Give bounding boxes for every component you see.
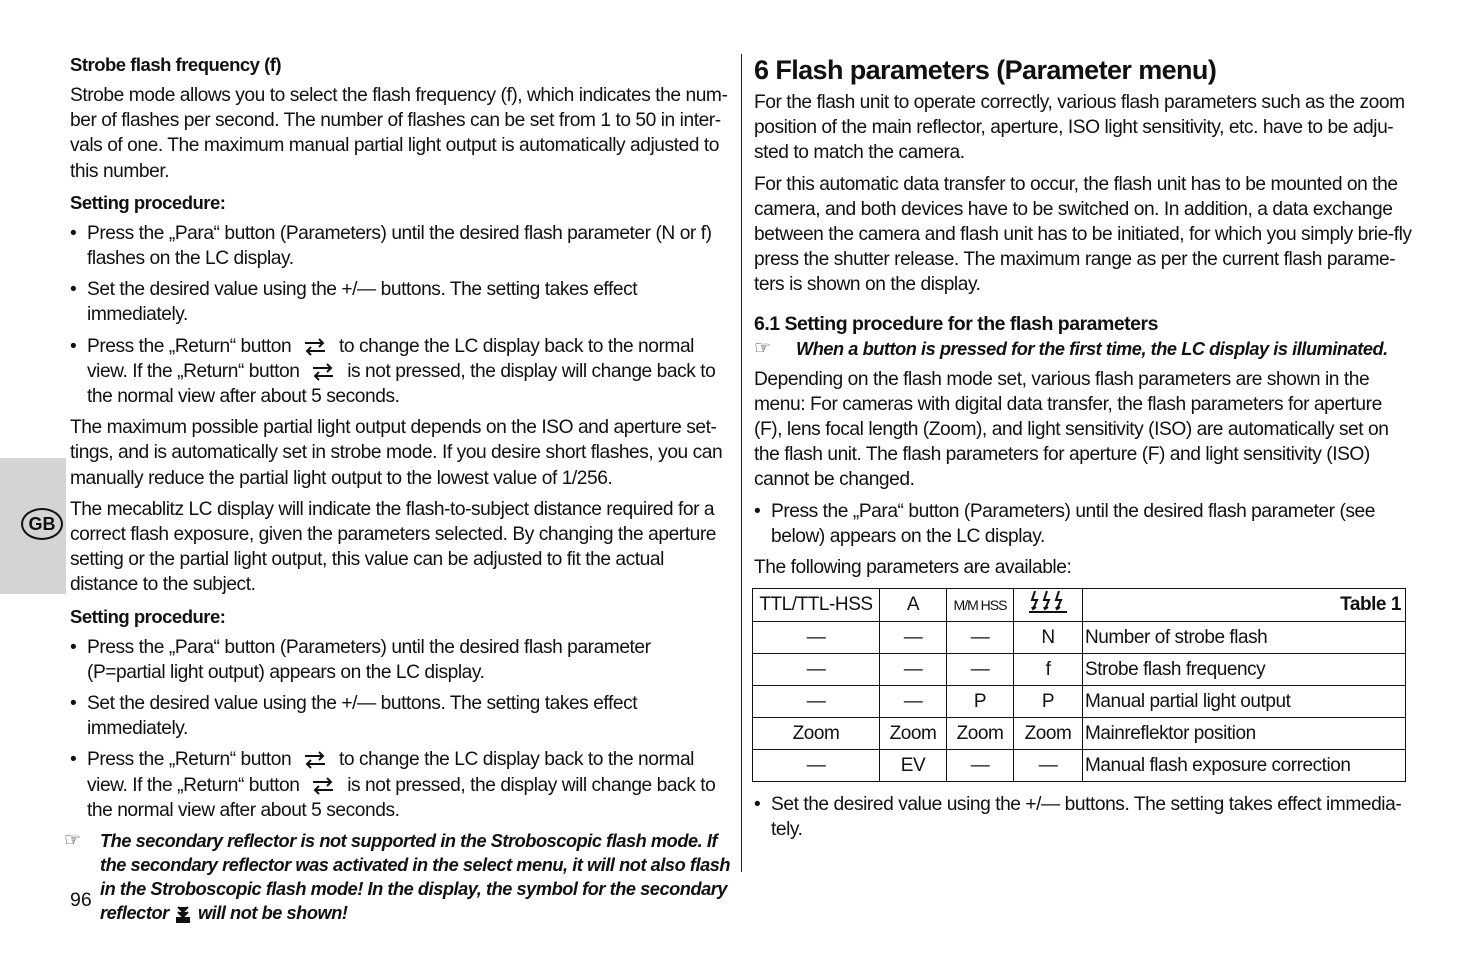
parameter-table — [752, 588, 1406, 782]
return-button-icon — [302, 338, 328, 356]
list-item: • Set the desired value using the +/— buttons. The setting takes effect immedia-tely. — [754, 794, 1402, 841]
table-row: Zoom Zoom Zoom Zoom Mainreflektor position — [753, 718, 1406, 750]
table-row: — — — f Strobe flash frequency — [753, 654, 1406, 686]
language-badge: GB — [21, 508, 63, 540]
list-item: • Press the „Return“ button to change the LC display back to the normal view. If the „Return“ button is not pressed, the display will change back to the normal view after about 5 seconds. — [70, 749, 716, 821]
return-button-icon — [310, 777, 336, 795]
heading-strobe-frequency: Strobe flash frequency (f) — [70, 54, 282, 75]
paragraph: Strobe mode allows you to select the flash frequency (f), which indicates the num-ber of flashes per second. The number of flashes can be set from 1 to 50 in inter-vals of one. The maximum manual partial light output is automatically adjusted to this number. — [70, 85, 728, 182]
list-item: • Press the „Para“ button (Parameters) until the desired flash parameter (see below) appears on the LC display. — [754, 500, 1375, 547]
return-button-icon — [310, 363, 336, 381]
strobe-mode-icon — [1014, 589, 1083, 622]
list-item: • Set the desired value using the +/— buttons. The setting takes effect immediately. — [70, 279, 638, 326]
return-button-icon — [302, 751, 328, 769]
table-row: — — — N Number of strobe flash — [753, 622, 1406, 654]
list-item: • Set the desired value using the +/— buttons. The setting takes effect immediately. — [70, 693, 638, 740]
table-row: — EV — — Manual flash exposure correction — [753, 750, 1406, 782]
column-divider — [741, 54, 742, 872]
table-header-row — [753, 589, 1406, 622]
subsection-title: 6.1 Setting procedure for the flash parameters — [754, 312, 1158, 335]
paragraph: The mecablitz LC display will indicate the flash-to-subject distance required for a correct flash exposure, given the parameters selected. By changing the aperture setting or the partial light output, this value can be adjusted to fit the actual distance to the subject. — [70, 498, 716, 596]
header-ttl: TTL/TTL-HSS — [753, 589, 880, 622]
pointing-hand-icon: ☞ — [754, 337, 771, 359]
list-item: • Press the „Return“ button to change the LC display back to the normal view. If the „Return“ button is not pressed, the display will change back to the normal view after about 5 seconds. — [70, 335, 716, 408]
right-column — [754, 52, 1414, 843]
table-row: — — P P Manual partial light output — [753, 686, 1406, 718]
note: ☞ When a button is pressed for the first time, the LC display is illuminated. — [754, 337, 1388, 359]
heading-setting-procedure: Setting procedure: — [70, 191, 226, 213]
paragraph: Depending on the flash mode set, various flash parameters are shown in the menu: For cameras with digital data transfer, the flash parameters for aperture (F), lens focal length (Zoom), and light sensitivity (ISO) are automatically set on the flash unit. The flash parameters for aperture (F) and light sensitivity (ISO) cannot be changed. — [754, 368, 1389, 491]
heading-setting-procedure: Setting procedure: — [70, 605, 226, 627]
paragraph: The maximum possible partial light output depends on the ISO and aperture set-tings, and is automatically set in strobe mode. If you desire short flashes, you can manually reduce the partial light output to the lowest value of 1/256. — [70, 417, 723, 489]
paragraph: The following parameters are available: — [754, 557, 1072, 579]
pointing-hand-icon: ☞ — [64, 830, 81, 852]
list-item: • Press the „Para“ button (Parameters) until the desired flash parameter (P=partial light output) appears on the LC display. — [70, 636, 651, 683]
note: ☞ The secondary reflector is not supported in the Stroboscopic flash mode. If the secondary reflector was activated in the select menu, it will not also flash in the Stroboscopic flash mode! In the display, the symbol for the secondary reflector will not be shown! — [64, 830, 731, 924]
header-a: A — [880, 589, 947, 622]
table-caption: Table 1 — [1083, 589, 1406, 622]
paragraph: For the flash unit to operate correctly, various flash parameters such as the zoom position of the main reflector, aperture, ISO light sensitivity, etc. have to be adju-sted to match the camera. — [754, 92, 1405, 164]
page-number: 96 — [70, 889, 92, 911]
list-item: • Press the „Para“ button (Parameters) until the desired flash parameter (N or f) flashes on the LC display. — [70, 222, 712, 270]
left-column — [64, 52, 732, 925]
section-title: 6 Flash parameters (Parameter menu) — [754, 55, 1217, 85]
secondary-reflector-icon — [176, 905, 190, 923]
paragraph: For this automatic data transfer to occur, the flash unit has to be mounted on the camera, and both devices have to be switched on. In addition, a data exchange between the camera and flash unit has to be initiated, for which you simply brie-fly press the shutter release. The maximum range as per the current flash parame-ters is shown on the display. — [754, 173, 1412, 296]
header-m: M/M HSS — [947, 589, 1014, 622]
